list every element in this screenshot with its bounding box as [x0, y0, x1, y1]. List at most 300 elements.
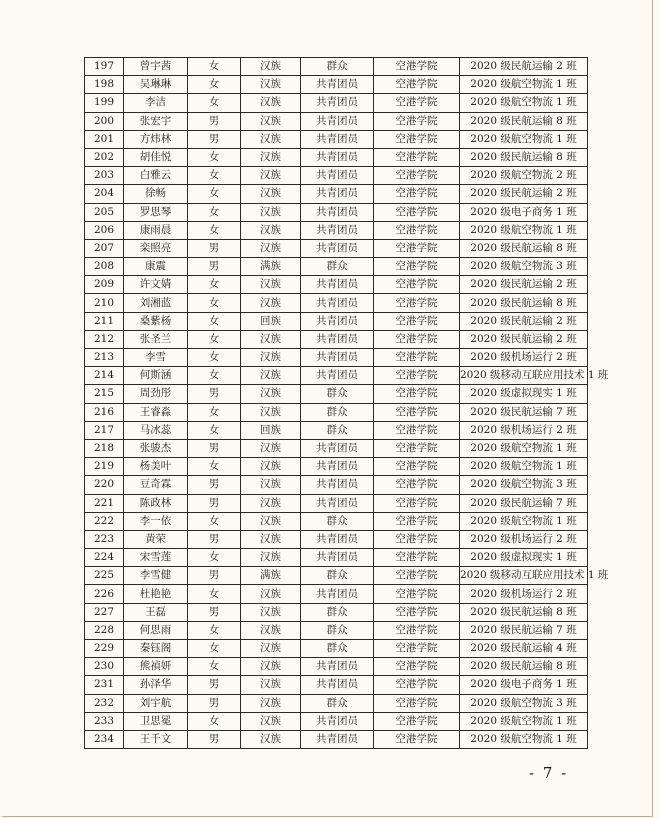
ethnicity-cell: 汉族: [241, 58, 301, 76]
name-cell: 豆奇霖: [124, 476, 188, 494]
class-cell: 2020 级民航运输 8 班: [460, 658, 588, 676]
ethnicity-cell: 汉族: [241, 385, 301, 403]
gender-cell: 男: [188, 112, 241, 130]
name-cell: 孙泽华: [124, 676, 188, 694]
name-cell: 张圣兰: [124, 330, 188, 348]
gender-cell: 男: [188, 130, 241, 148]
row-number-cell: 213: [85, 349, 124, 367]
name-cell: 方炜林: [124, 130, 188, 148]
name-cell: 罗思琴: [124, 203, 188, 221]
political-status-cell: 共青团员: [301, 312, 374, 330]
name-cell: 何思雨: [124, 621, 188, 639]
political-status-cell: 共青团员: [301, 658, 374, 676]
gender-cell: 女: [188, 58, 241, 76]
class-cell: 2020 级航空物流 1 班: [460, 439, 588, 457]
college-cell: 空港学院: [374, 585, 460, 603]
table-row: [85, 258, 588, 276]
ethnicity-cell: 汉族: [241, 76, 301, 94]
class-cell: 2020 级电子商务 1 班: [460, 676, 588, 694]
gender-cell: 女: [188, 349, 241, 367]
row-number-cell: 207: [85, 239, 124, 257]
political-status-cell: 共青团员: [301, 476, 374, 494]
political-status-cell: 共青团员: [301, 330, 374, 348]
row-number-cell: 227: [85, 603, 124, 621]
table-row: [85, 94, 588, 112]
college-cell: 空港学院: [374, 494, 460, 512]
name-cell: 吴琳琳: [124, 76, 188, 94]
college-cell: 空港学院: [374, 258, 460, 276]
row-number-cell: 225: [85, 567, 124, 585]
table-row: [85, 239, 588, 257]
political-status-cell: 群众: [301, 403, 374, 421]
class-cell: 2020 级机场运行 2 班: [460, 349, 588, 367]
class-cell: 2020 级民航运输 2 班: [460, 312, 588, 330]
name-cell: 曾宇茜: [124, 58, 188, 76]
table-row: [85, 385, 588, 403]
college-cell: 空港学院: [374, 148, 460, 166]
political-status-cell: 共青团员: [301, 549, 374, 567]
political-status-cell: 群众: [301, 621, 374, 639]
gender-cell: 男: [188, 603, 241, 621]
ethnicity-cell: 汉族: [241, 640, 301, 658]
gender-cell: 男: [188, 676, 241, 694]
class-cell: 2020 级电子商务 1 班: [460, 203, 588, 221]
table-row: [85, 658, 588, 676]
gender-cell: 男: [188, 476, 241, 494]
gender-cell: 女: [188, 330, 241, 348]
row-number-cell: 228: [85, 621, 124, 639]
political-status-cell: 共青团员: [301, 239, 374, 257]
name-cell: 栾照亮: [124, 239, 188, 257]
name-cell: 王睿淼: [124, 403, 188, 421]
ethnicity-cell: 汉族: [241, 476, 301, 494]
gender-cell: 女: [188, 367, 241, 385]
table-row: [85, 476, 588, 494]
class-cell: 2020 级航空物流 3 班: [460, 258, 588, 276]
college-cell: 空港学院: [374, 439, 460, 457]
class-cell: 2020 级航空物流 1 班: [460, 730, 588, 748]
row-number-cell: 212: [85, 330, 124, 348]
political-status-cell: 共青团员: [301, 530, 374, 548]
name-cell: 白雅云: [124, 167, 188, 185]
political-status-cell: 共青团员: [301, 221, 374, 239]
name-cell: 胡佳悦: [124, 148, 188, 166]
roster-body: [85, 58, 609, 749]
political-status-cell: 群众: [301, 603, 374, 621]
table-row: [85, 730, 588, 748]
row-number-cell: 221: [85, 494, 124, 512]
table-row: [85, 203, 588, 221]
political-status-cell: 群众: [301, 567, 374, 585]
class-cell: 2020 级航空物流 3 班: [460, 694, 588, 712]
ethnicity-cell: 汉族: [241, 730, 301, 748]
college-cell: 空港学院: [374, 130, 460, 148]
name-cell: 王千文: [124, 730, 188, 748]
gender-cell: 女: [188, 185, 241, 203]
political-status-cell: 共青团员: [301, 585, 374, 603]
class-cell: 2020 级民航运输 8 班: [460, 239, 588, 257]
political-status-cell: 共青团员: [301, 130, 374, 148]
row-number-cell: 208: [85, 258, 124, 276]
class-cell: 2020 级民航运输 2 班: [460, 276, 588, 294]
gender-cell: 男: [188, 694, 241, 712]
ethnicity-cell: 汉族: [241, 367, 301, 385]
class-cell: 2020 级航空物流 2 班: [460, 167, 588, 185]
row-number-cell: 217: [85, 421, 124, 439]
roster-table: [84, 57, 609, 749]
row-number-cell: 229: [85, 640, 124, 658]
college-cell: 空港学院: [374, 730, 460, 748]
table-row: [85, 330, 588, 348]
ethnicity-cell: 汉族: [241, 239, 301, 257]
name-cell: 何斯涵: [124, 367, 188, 385]
class-cell: 2020 级移动互联应用技术 1 班: [460, 367, 588, 385]
ethnicity-cell: 汉族: [241, 603, 301, 621]
political-status-cell: 共青团员: [301, 185, 374, 203]
political-status-cell: 共青团员: [301, 676, 374, 694]
row-number-cell: 198: [85, 76, 124, 94]
gender-cell: 女: [188, 403, 241, 421]
ethnicity-cell: 满族: [241, 258, 301, 276]
class-cell: 2020 级航空物流 1 班: [460, 221, 588, 239]
ethnicity-cell: 汉族: [241, 439, 301, 457]
class-cell: 2020 级机场运行 2 班: [460, 585, 588, 603]
class-cell: 2020 级航空物流 3 班: [460, 476, 588, 494]
gender-cell: 女: [188, 76, 241, 94]
college-cell: 空港学院: [374, 185, 460, 203]
gender-cell: 女: [188, 458, 241, 476]
political-status-cell: 共青团员: [301, 349, 374, 367]
ethnicity-cell: 汉族: [241, 549, 301, 567]
political-status-cell: 共青团员: [301, 439, 374, 457]
gender-cell: 女: [188, 221, 241, 239]
college-cell: 空港学院: [374, 312, 460, 330]
name-cell: 陈政林: [124, 494, 188, 512]
name-cell: 李雪健: [124, 567, 188, 585]
class-cell: 2020 级民航运输 7 班: [460, 621, 588, 639]
ethnicity-cell: 汉族: [241, 349, 301, 367]
ethnicity-cell: 汉族: [241, 658, 301, 676]
political-status-cell: 共青团员: [301, 94, 374, 112]
name-cell: 宋雪莲: [124, 549, 188, 567]
gender-cell: 男: [188, 385, 241, 403]
ethnicity-cell: 汉族: [241, 676, 301, 694]
gender-cell: 女: [188, 512, 241, 530]
table-row: [85, 494, 588, 512]
row-number-cell: 205: [85, 203, 124, 221]
ethnicity-cell: 回族: [241, 421, 301, 439]
row-number-cell: 224: [85, 549, 124, 567]
gender-cell: 女: [188, 312, 241, 330]
political-status-cell: 群众: [301, 258, 374, 276]
gender-cell: 女: [188, 621, 241, 639]
class-cell: 2020 级航空物流 1 班: [460, 712, 588, 730]
name-cell: 秦钰阁: [124, 640, 188, 658]
row-number-cell: 206: [85, 221, 124, 239]
table-row: [85, 349, 588, 367]
row-number-cell: 233: [85, 712, 124, 730]
table-row: [85, 221, 588, 239]
class-cell: 2020 级民航运输 7 班: [460, 494, 588, 512]
ethnicity-cell: 汉族: [241, 530, 301, 548]
political-status-cell: 共青团员: [301, 494, 374, 512]
college-cell: 空港学院: [374, 421, 460, 439]
gender-cell: 女: [188, 167, 241, 185]
table-row: [85, 403, 588, 421]
college-cell: 空港学院: [374, 530, 460, 548]
ethnicity-cell: 汉族: [241, 148, 301, 166]
page-number: - 7 -: [529, 764, 569, 782]
ethnicity-cell: 汉族: [241, 185, 301, 203]
table-row: [85, 694, 588, 712]
political-status-cell: 群众: [301, 640, 374, 658]
ethnicity-cell: 汉族: [241, 203, 301, 221]
class-cell: 2020 级民航运输 8 班: [460, 148, 588, 166]
ethnicity-cell: 汉族: [241, 130, 301, 148]
ethnicity-cell: 汉族: [241, 512, 301, 530]
college-cell: 空港学院: [374, 276, 460, 294]
college-cell: 空港学院: [374, 367, 460, 385]
name-cell: 徐畅: [124, 185, 188, 203]
class-cell: 2020 级民航运输 8 班: [460, 294, 588, 312]
row-number-cell: 216: [85, 403, 124, 421]
college-cell: 空港学院: [374, 694, 460, 712]
gender-cell: 男: [188, 530, 241, 548]
table-row: [85, 367, 588, 385]
college-cell: 空港学院: [374, 76, 460, 94]
table-row: [85, 712, 588, 730]
college-cell: 空港学院: [374, 403, 460, 421]
ethnicity-cell: 汉族: [241, 221, 301, 239]
name-cell: 熊禎妍: [124, 658, 188, 676]
class-cell: 2020 级虚拟现实 1 班: [460, 385, 588, 403]
political-status-cell: 群众: [301, 58, 374, 76]
table-row: [85, 76, 588, 94]
row-number-cell: 219: [85, 458, 124, 476]
class-cell: 2020 级民航运输 8 班: [460, 112, 588, 130]
table-row: [85, 585, 588, 603]
ethnicity-cell: 汉族: [241, 694, 301, 712]
class-cell: 2020 级民航运输 4 班: [460, 640, 588, 658]
political-status-cell: 共青团员: [301, 76, 374, 94]
name-cell: 刘宇航: [124, 694, 188, 712]
gender-cell: 女: [188, 203, 241, 221]
college-cell: 空港学院: [374, 512, 460, 530]
college-cell: 空港学院: [374, 349, 460, 367]
name-cell: 康震: [124, 258, 188, 276]
row-number-cell: 226: [85, 585, 124, 603]
ethnicity-cell: 汉族: [241, 94, 301, 112]
college-cell: 空港学院: [374, 458, 460, 476]
class-cell: 2020 级民航运输 2 班: [460, 185, 588, 203]
ethnicity-cell: 满族: [241, 567, 301, 585]
political-status-cell: 共青团员: [301, 712, 374, 730]
ethnicity-cell: 汉族: [241, 330, 301, 348]
ethnicity-cell: 汉族: [241, 712, 301, 730]
political-status-cell: 共青团员: [301, 730, 374, 748]
table-row: [85, 276, 588, 294]
political-status-cell: 群众: [301, 385, 374, 403]
name-cell: 李洁: [124, 94, 188, 112]
row-number-cell: 234: [85, 730, 124, 748]
row-number-cell: 211: [85, 312, 124, 330]
table-row: [85, 640, 588, 658]
gender-cell: 男: [188, 439, 241, 457]
ethnicity-cell: 汉族: [241, 494, 301, 512]
ethnicity-cell: 汉族: [241, 276, 301, 294]
row-number-cell: 199: [85, 94, 124, 112]
table-row: [85, 439, 588, 457]
table-row: [85, 130, 588, 148]
table-row: [85, 112, 588, 130]
political-status-cell: 共青团员: [301, 148, 374, 166]
college-cell: 空港学院: [374, 603, 460, 621]
college-cell: 空港学院: [374, 549, 460, 567]
row-number-cell: 230: [85, 658, 124, 676]
college-cell: 空港学院: [374, 94, 460, 112]
row-number-cell: 215: [85, 385, 124, 403]
ethnicity-cell: 汉族: [241, 112, 301, 130]
class-cell: 2020 级航空物流 1 班: [460, 76, 588, 94]
table-row: [85, 58, 588, 76]
political-status-cell: 共青团员: [301, 112, 374, 130]
political-status-cell: 共青团员: [301, 294, 374, 312]
table-row: [85, 312, 588, 330]
political-status-cell: 群众: [301, 421, 374, 439]
class-cell: 2020 级民航运输 2 班: [460, 330, 588, 348]
roster-sheet: [84, 57, 609, 749]
class-cell: 2020 级航空物流 1 班: [460, 94, 588, 112]
name-cell: 卫思冕: [124, 712, 188, 730]
row-number-cell: 202: [85, 148, 124, 166]
row-number-cell: 210: [85, 294, 124, 312]
gender-cell: 男: [188, 494, 241, 512]
ethnicity-cell: 汉族: [241, 458, 301, 476]
name-cell: 李雪: [124, 349, 188, 367]
gender-cell: 女: [188, 276, 241, 294]
table-row: [85, 167, 588, 185]
name-cell: 李一依: [124, 512, 188, 530]
row-number-cell: 200: [85, 112, 124, 130]
gender-cell: 女: [188, 640, 241, 658]
name-cell: 黄荣: [124, 530, 188, 548]
row-number-cell: 197: [85, 58, 124, 76]
row-number-cell: 231: [85, 676, 124, 694]
table-row: [85, 458, 588, 476]
name-cell: 桑紫杨: [124, 312, 188, 330]
gender-cell: 女: [188, 94, 241, 112]
class-cell: 2020 级移动互联应用技术 1 班: [460, 567, 588, 585]
ethnicity-cell: 汉族: [241, 167, 301, 185]
table-row: [85, 567, 588, 585]
name-cell: 许文婧: [124, 276, 188, 294]
row-number-cell: 201: [85, 130, 124, 148]
gender-cell: 男: [188, 239, 241, 257]
table-row: [85, 549, 588, 567]
table-row: [85, 148, 588, 166]
gender-cell: 男: [188, 258, 241, 276]
gender-cell: 女: [188, 549, 241, 567]
college-cell: 空港学院: [374, 658, 460, 676]
ethnicity-cell: 汉族: [241, 403, 301, 421]
college-cell: 空港学院: [374, 385, 460, 403]
college-cell: 空港学院: [374, 221, 460, 239]
political-status-cell: 群众: [301, 694, 374, 712]
table-row: [85, 621, 588, 639]
political-status-cell: 共青团员: [301, 367, 374, 385]
political-status-cell: 共青团员: [301, 203, 374, 221]
ethnicity-cell: 回族: [241, 312, 301, 330]
row-number-cell: 232: [85, 694, 124, 712]
table-row: [85, 185, 588, 203]
college-cell: 空港学院: [374, 239, 460, 257]
name-cell: 杜艳艳: [124, 585, 188, 603]
college-cell: 空港学院: [374, 58, 460, 76]
class-cell: 2020 级航空物流 1 班: [460, 130, 588, 148]
ethnicity-cell: 汉族: [241, 294, 301, 312]
row-number-cell: 203: [85, 167, 124, 185]
row-number-cell: 204: [85, 185, 124, 203]
table-row: [85, 512, 588, 530]
class-cell: 2020 级民航运输 8 班: [460, 603, 588, 621]
college-cell: 空港学院: [374, 476, 460, 494]
ethnicity-cell: 汉族: [241, 585, 301, 603]
class-cell: 2020 级航空物流 1 班: [460, 458, 588, 476]
college-cell: 空港学院: [374, 712, 460, 730]
class-cell: 2020 级民航运输 7 班: [460, 403, 588, 421]
gender-cell: 男: [188, 730, 241, 748]
table-row: [85, 603, 588, 621]
political-status-cell: 群众: [301, 512, 374, 530]
college-cell: 空港学院: [374, 167, 460, 185]
class-cell: 2020 级机场运行 2 班: [460, 530, 588, 548]
name-cell: 马冰蕊: [124, 421, 188, 439]
table-row: [85, 421, 588, 439]
college-cell: 空港学院: [374, 294, 460, 312]
row-number-cell: 220: [85, 476, 124, 494]
gender-cell: 女: [188, 658, 241, 676]
name-cell: 康雨晨: [124, 221, 188, 239]
college-cell: 空港学院: [374, 621, 460, 639]
political-status-cell: 共青团员: [301, 167, 374, 185]
gender-cell: 女: [188, 712, 241, 730]
name-cell: 刘湘蓝: [124, 294, 188, 312]
class-cell: 2020 级民航运输 2 班: [460, 58, 588, 76]
name-cell: 周劲彤: [124, 385, 188, 403]
political-status-cell: 共青团员: [301, 458, 374, 476]
name-cell: 张骏杰: [124, 439, 188, 457]
college-cell: 空港学院: [374, 112, 460, 130]
gender-cell: 女: [188, 148, 241, 166]
gender-cell: 女: [188, 421, 241, 439]
row-number-cell: 223: [85, 530, 124, 548]
political-status-cell: 共青团员: [301, 276, 374, 294]
name-cell: 杨美叶: [124, 458, 188, 476]
ethnicity-cell: 汉族: [241, 621, 301, 639]
table-row: [85, 676, 588, 694]
college-cell: 空港学院: [374, 330, 460, 348]
row-number-cell: 214: [85, 367, 124, 385]
name-cell: 王磊: [124, 603, 188, 621]
table-row: [85, 530, 588, 548]
college-cell: 空港学院: [374, 567, 460, 585]
row-number-cell: 218: [85, 439, 124, 457]
class-cell: 2020 级虚拟现实 1 班: [460, 549, 588, 567]
gender-cell: 女: [188, 294, 241, 312]
class-cell: 2020 级航空物流 1 班: [460, 512, 588, 530]
row-number-cell: 209: [85, 276, 124, 294]
class-cell: 2020 级机场运行 2 班: [460, 421, 588, 439]
